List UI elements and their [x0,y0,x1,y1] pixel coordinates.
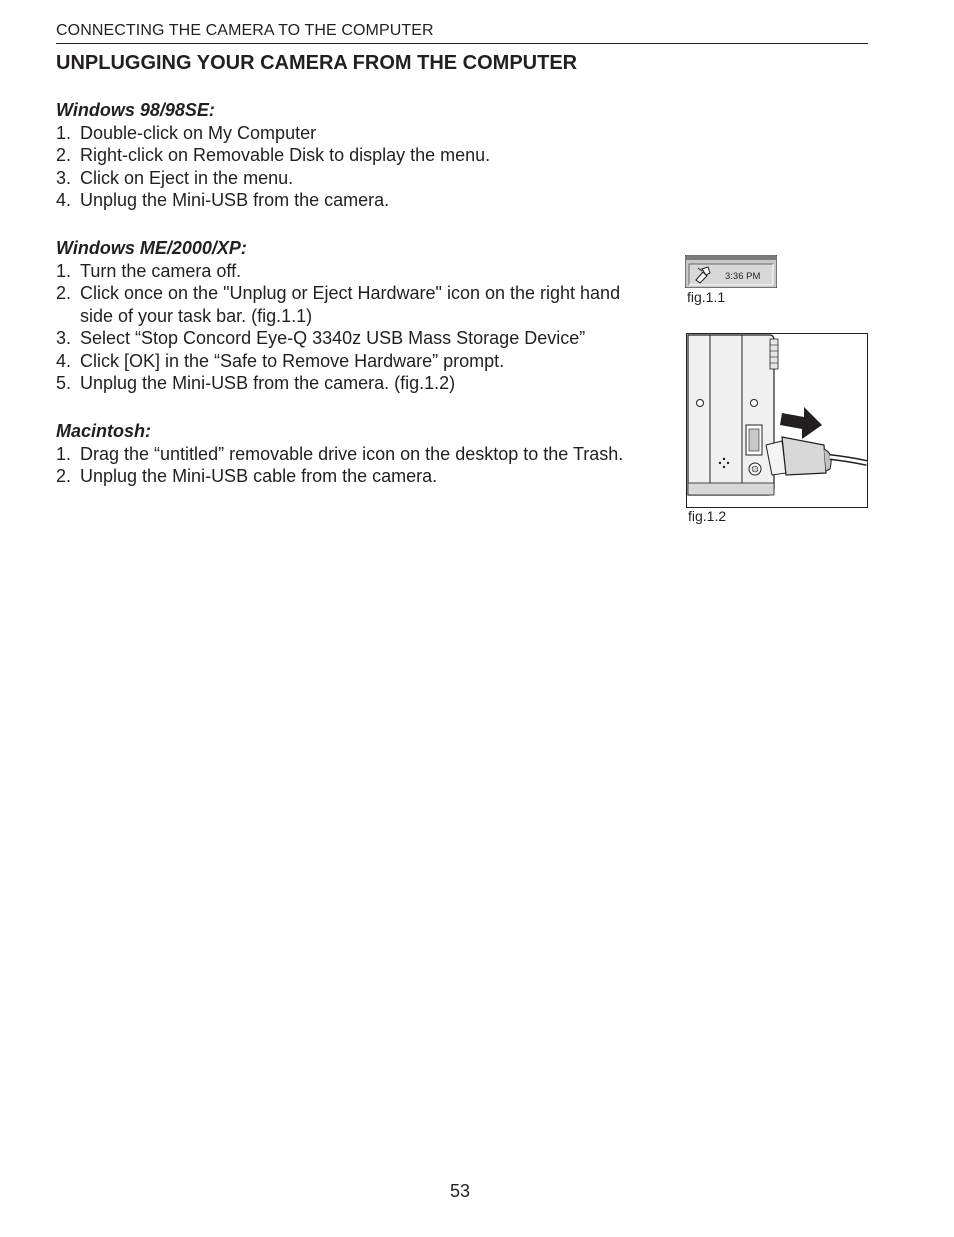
step-number: 3. [56,328,72,348]
list-item [56,189,666,212]
section-heading: Windows ME/2000/XP: [56,238,247,258]
taskbar-tray-illustration [685,255,777,288]
camera-usb-figure [686,333,868,508]
step-number: 4. [56,190,72,210]
list-item [56,260,656,283]
steps-list [56,443,676,488]
steps-list [56,260,656,395]
list-item [56,443,676,466]
camera-usb-unplug-illustration [686,333,868,508]
list-item [56,144,666,167]
page-title: UNPLUGGING YOUR CAMERA FROM THE COMPUTER [56,52,578,74]
step-text: Unplug the Mini-USB from the camera. (fig.1.2) [80,373,456,393]
step-text: Double-click on My Computer [80,122,317,143]
list-item [56,350,656,373]
steps-list [56,122,666,212]
step-number: 1. [56,122,72,143]
taskbar-tray-figure [685,255,777,288]
list-item [56,465,676,488]
step-text: Click on Eject in the menu. [80,167,294,188]
section-windows-98 [56,99,666,212]
section-heading: Windows 98/98SE: [56,100,215,120]
step-text: Click [OK] in the “Safe to Remove Hardware” prompt. [80,350,505,371]
step-text: Select “Stop Concord Eye-Q 3340z USB Mass Storage Device” [80,328,586,348]
section-windows-me-2000-xp [56,237,656,395]
figure-caption: fig.1.2 [688,508,727,524]
list-item [56,282,656,327]
step-text: Unplug the Mini-USB cable from the camera. [80,466,438,486]
step-number: 4. [56,350,72,371]
step-number: 5. [56,373,72,393]
tray-clock: 3:36 PM [725,271,761,282]
figure-caption: fig.1.1 [687,289,726,305]
page-number: 53 [449,1181,471,1201]
step-number: 1. [56,443,72,464]
step-text: Click once on the "Unplug or Eject Hardware" icon on the right hand side of your task bar. (fig.1.1) [80,283,621,326]
step-number: 1. [56,260,72,281]
step-text: Right-click on Removable Disk to display the menu. [80,145,491,165]
section-macintosh [56,420,676,488]
list-item [56,327,656,350]
step-text: Drag the “untitled” removable drive icon on the desktop to the Trash. [80,443,624,464]
running-header: CONNECTING THE CAMERA TO THE COMPUTER [56,22,434,39]
list-item [56,167,666,190]
step-text: Unplug the Mini-USB from the camera. [80,190,390,210]
header-divider [56,43,868,44]
step-number: 2. [56,283,72,303]
step-text: Turn the camera off. [80,260,242,281]
list-item [56,122,666,145]
step-number: 2. [56,466,72,486]
step-number: 3. [56,167,72,188]
list-item [56,372,656,395]
section-heading: Macintosh: [56,421,152,441]
step-number: 2. [56,145,72,165]
